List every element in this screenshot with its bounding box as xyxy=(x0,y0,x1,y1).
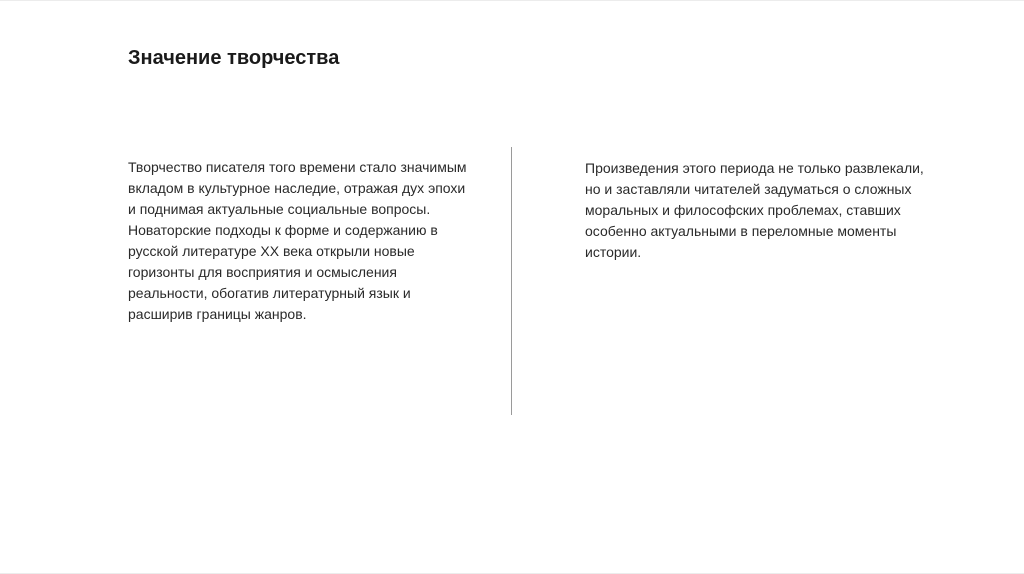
left-column-text: Творчество писателя того времени стало значимым вкладом в культурное наследие, отражая дух эпохи и поднимая актуальные социальные вопросы. Новаторские подходы к форме и содержанию в русской литературе XX века открыли новые горизонты для восприятия и осмысления реальности, обогатив литературный язык и расширив границы жанров. xyxy=(128,159,467,322)
column-divider xyxy=(511,147,512,415)
right-column-text: Произведения этого периода не только развлекали, но и заставляли читателей задуматься о сложных моральных и философских проблемах, ставших особенно актуальными в переломные моменты истории. xyxy=(585,160,924,260)
slide-title: Значение творчества xyxy=(128,47,340,69)
